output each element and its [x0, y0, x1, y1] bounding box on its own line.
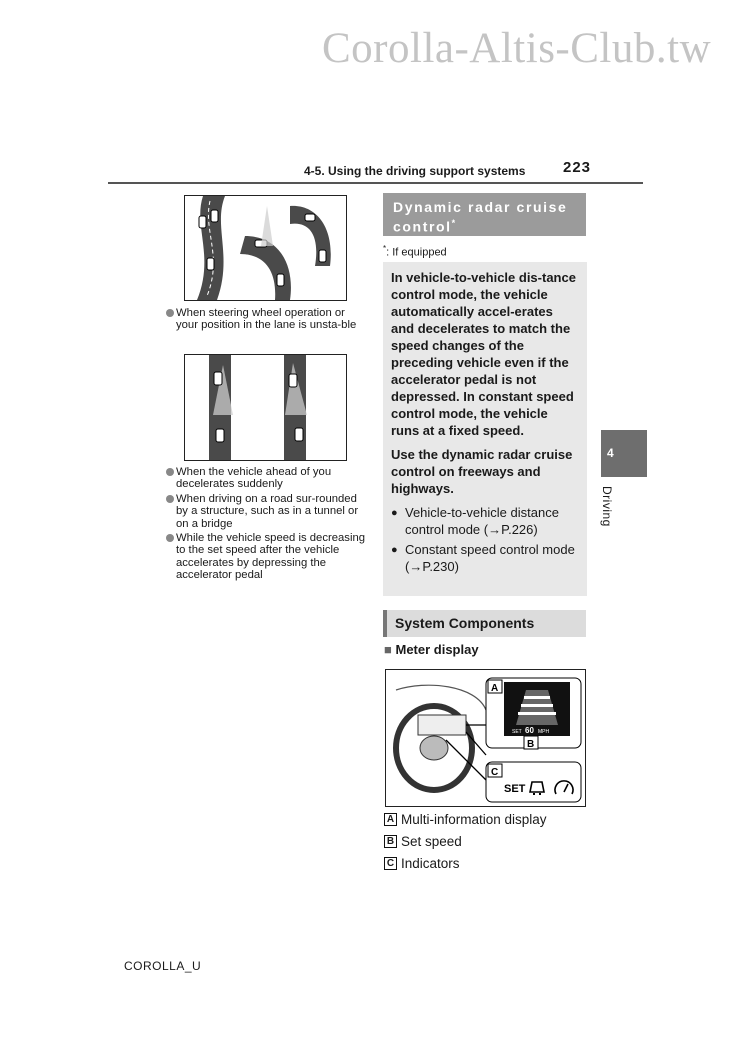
- winding-road-illustration: [184, 195, 347, 301]
- set-indicator-text: SET: [504, 783, 526, 795]
- bullet-icon: [166, 468, 174, 476]
- meter-set-text: SET: [512, 729, 522, 735]
- bullet-icon: [166, 495, 174, 503]
- bullet-icon: [166, 309, 174, 317]
- legend-key: A: [384, 813, 397, 826]
- intro-paragraph: In vehicle-to-vehicle dis-tance control mode, the vehicle automatically accel-erates and decelerates to match the speed changes of the preceding vehicle even if the accelerator pedal is not depressed. In constant speed control mode, the vehicle runs at a fixed speed.: [391, 270, 576, 438]
- bullet-icon: ●: [391, 544, 398, 556]
- meter-display-illustration: [385, 669, 586, 807]
- watermark: Corolla-Altis-Club.tw: [322, 25, 712, 72]
- callout-b: B: [527, 739, 535, 750]
- footnote: *: If equipped: [383, 244, 447, 259]
- legend-row: A Multi-information display: [384, 808, 547, 830]
- footer-code: COROLLA_U: [124, 959, 202, 973]
- legend-key: C: [384, 857, 397, 870]
- list-item: While the vehicle speed is decreasing to the set speed after the vehicle accelerates by depressing the accelerator pedal: [166, 532, 366, 582]
- callout-c: C: [491, 767, 499, 778]
- legend: [384, 808, 547, 874]
- bullet-icon: [166, 534, 174, 542]
- intro-box: [383, 262, 587, 596]
- callout-a: A: [491, 683, 499, 694]
- square-bullet-icon: ■: [384, 642, 392, 657]
- system-components-title: System Components: [383, 610, 586, 637]
- section-title: Dynamic radar cruise control*: [383, 193, 586, 236]
- meter-display-heading: ■ Meter display: [384, 642, 479, 657]
- meter-unit-text: MPH: [538, 729, 550, 735]
- chapter-label: Driving: [600, 486, 614, 527]
- legend-key: B: [384, 835, 397, 848]
- intro-paragraph: Use the dynamic radar cruise control on freeways and highways.: [391, 447, 573, 496]
- legend-row: B Set speed: [384, 830, 547, 852]
- header-rule: [108, 182, 643, 184]
- list-item: When steering wheel operation or your position in the lane is unsta-ble: [166, 307, 366, 332]
- bullet-icon: ●: [391, 507, 398, 519]
- bullet-list-1: [166, 307, 366, 334]
- bullet-list-2: [166, 466, 366, 584]
- list-item: ● Vehicle-to-vehicle distance control mode (→P.226): [391, 505, 559, 537]
- section-header: 4-5. Using the driving support systems: [304, 164, 526, 178]
- legend-row: C Indicators: [384, 852, 547, 874]
- chapter-tab: 4: [601, 430, 647, 477]
- page-number: 223: [563, 159, 592, 176]
- straight-road-illustration: [184, 354, 347, 461]
- list-item: When the vehicle ahead of you decelerates suddenly: [166, 466, 366, 491]
- meter-speed-text: 60: [525, 726, 534, 735]
- list-item: When driving on a road sur-rounded by a structure, such as in a tunnel or on a bridge: [166, 493, 366, 530]
- list-item: ● Constant speed control mode (→P.230): [391, 542, 575, 574]
